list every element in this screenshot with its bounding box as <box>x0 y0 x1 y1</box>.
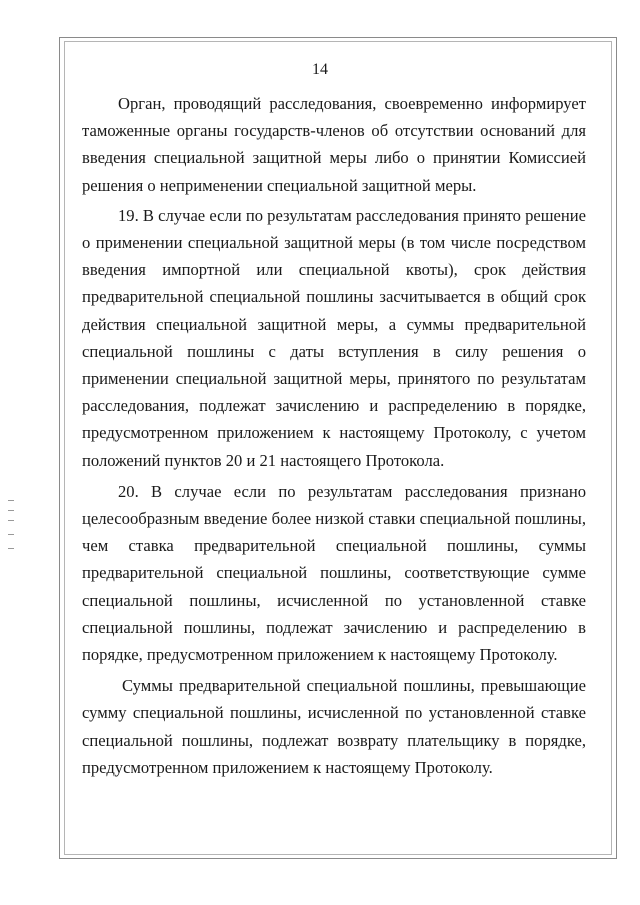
scan-edge-marks <box>8 500 16 560</box>
paragraph-20: 20. В случае если по результатам расследования признано целесообразным введение более низкой ставки специальной пошлины, чем ставка предварительной специальной пошлины, суммы предварительной специальной пошлины, соответствующие сумме специальной пошлины, исчисленной по установленной ставке специальной пошлины, подлежат зачислению и распределению в порядке, предусмотренном приложением к настоящему Протоколу. <box>82 481 586 665</box>
paragraph-19: 19. В случае если по результатам расследования принято решение о применении специальной защитной меры (в том числе посредством введения импортной или специальной квоты), срок действия предварительной специальной пошлины засчитывается в общий срок действия специальной защитной меры, а суммы предварительной специальной пошлины с даты вступления в силу решения о применении специальной защитной меры, принятого по результатам расследования, подлежат зачислению и распределению в порядке, предусмотренном приложением к настоящему Протоколу, с учетом положений пунктов 20 и 21 настоящего Протокола. <box>82 205 586 470</box>
page-number: 14 <box>312 61 328 78</box>
paragraph-notification: Орган, проводящий расследования, своевременно информирует таможенные органы государств-членов об отсутствии оснований для введения специальной защитной меры либо о принятии Комиссией решения о неприменении специальной защитной меры. <box>82 94 586 195</box>
document-body <box>82 90 586 781</box>
paragraph-excess-refund: Суммы предварительной специальной пошлины, превышающие сумму специальной пошлины, исчисленной по установленной ставке специальной пошлины, подлежат возврату плательщику в порядке, предусмотренном приложением к настоящему Протоколу. <box>82 676 586 777</box>
